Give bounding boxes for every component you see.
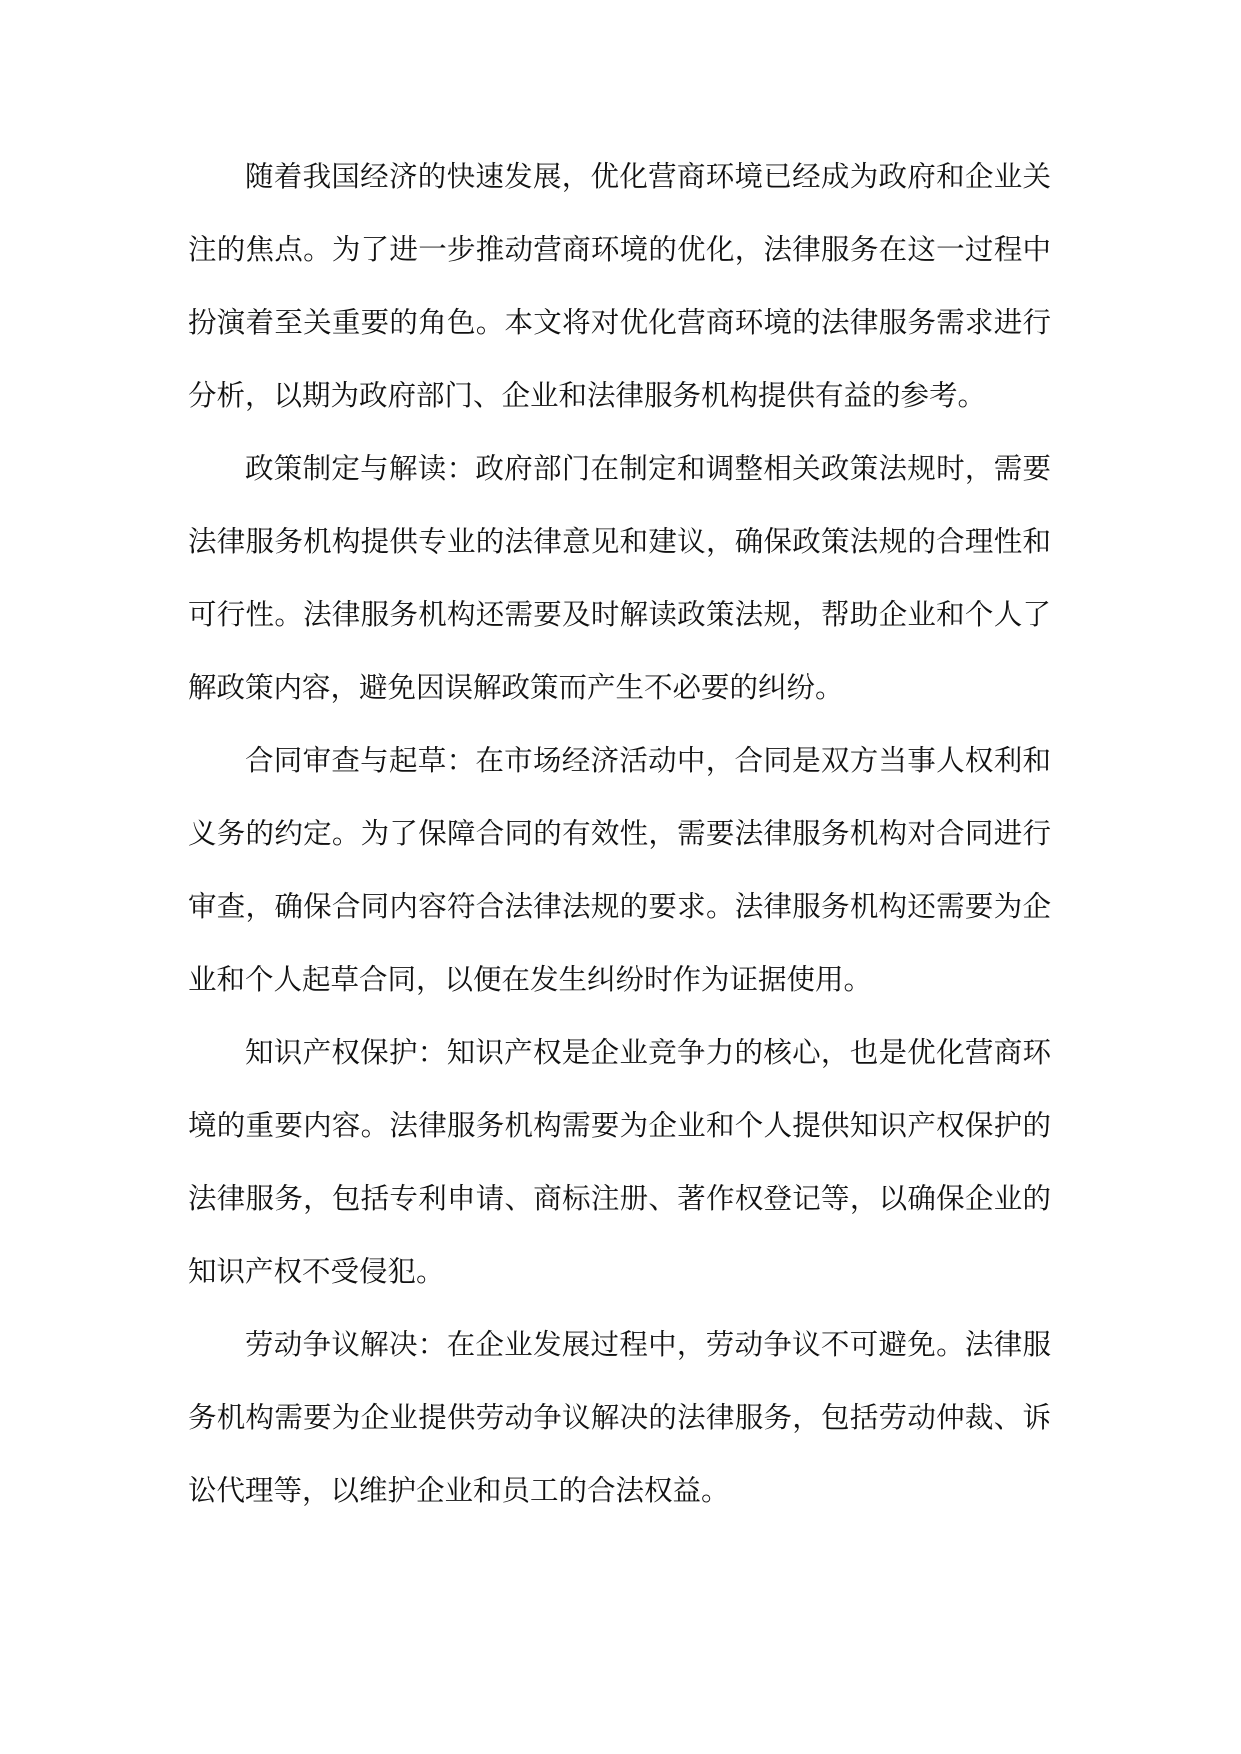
paragraph-contract-review: 合同审查与起草：在市场经济活动中，合同是双方当事人权利和义务的约定。为了保障合同的有效性，需要法律服务机构对合同进行审查，确保合同内容符合法律法规的要求。法律服务机构还需要为企业和个人起草合同，以便在发生纠纷时作为证据使用。 [188,744,1051,996]
paragraph-introduction: 随着我国经济的快速发展，优化营商环境已经成为政府和企业关注的焦点。为了进一步推动营商环境的优化，法律服务在这一过程中扮演着至关重要的角色。本文将对优化营商环境的法律服务需求进行分析，以期为政府部门、企业和法律服务机构提供有益的参考。 [188,160,1051,412]
document-body [188,140,1051,1527]
paragraph-intellectual-property: 知识产权保护：知识产权是企业竞争力的核心，也是优化营商环境的重要内容。法律服务机构需要为企业和个人提供知识产权保护的法律服务，包括专利申请、商标注册、著作权登记等，以确保企业的知识产权不受侵犯。 [188,1036,1051,1288]
paragraph-labor-dispute: 劳动争议解决：在企业发展过程中，劳动争议不可避免。法律服务机构需要为企业提供劳动争议解决的法律服务，包括劳动仲裁、诉讼代理等，以维护企业和员工的合法权益。 [188,1328,1051,1507]
paragraph-policy-making: 政策制定与解读：政府部门在制定和调整相关政策法规时，需要法律服务机构提供专业的法律意见和建议，确保政策法规的合理性和可行性。法律服务机构还需要及时解读政策法规，帮助企业和个人了解政策内容，避免因误解政策而产生不必要的纠纷。 [188,452,1051,704]
